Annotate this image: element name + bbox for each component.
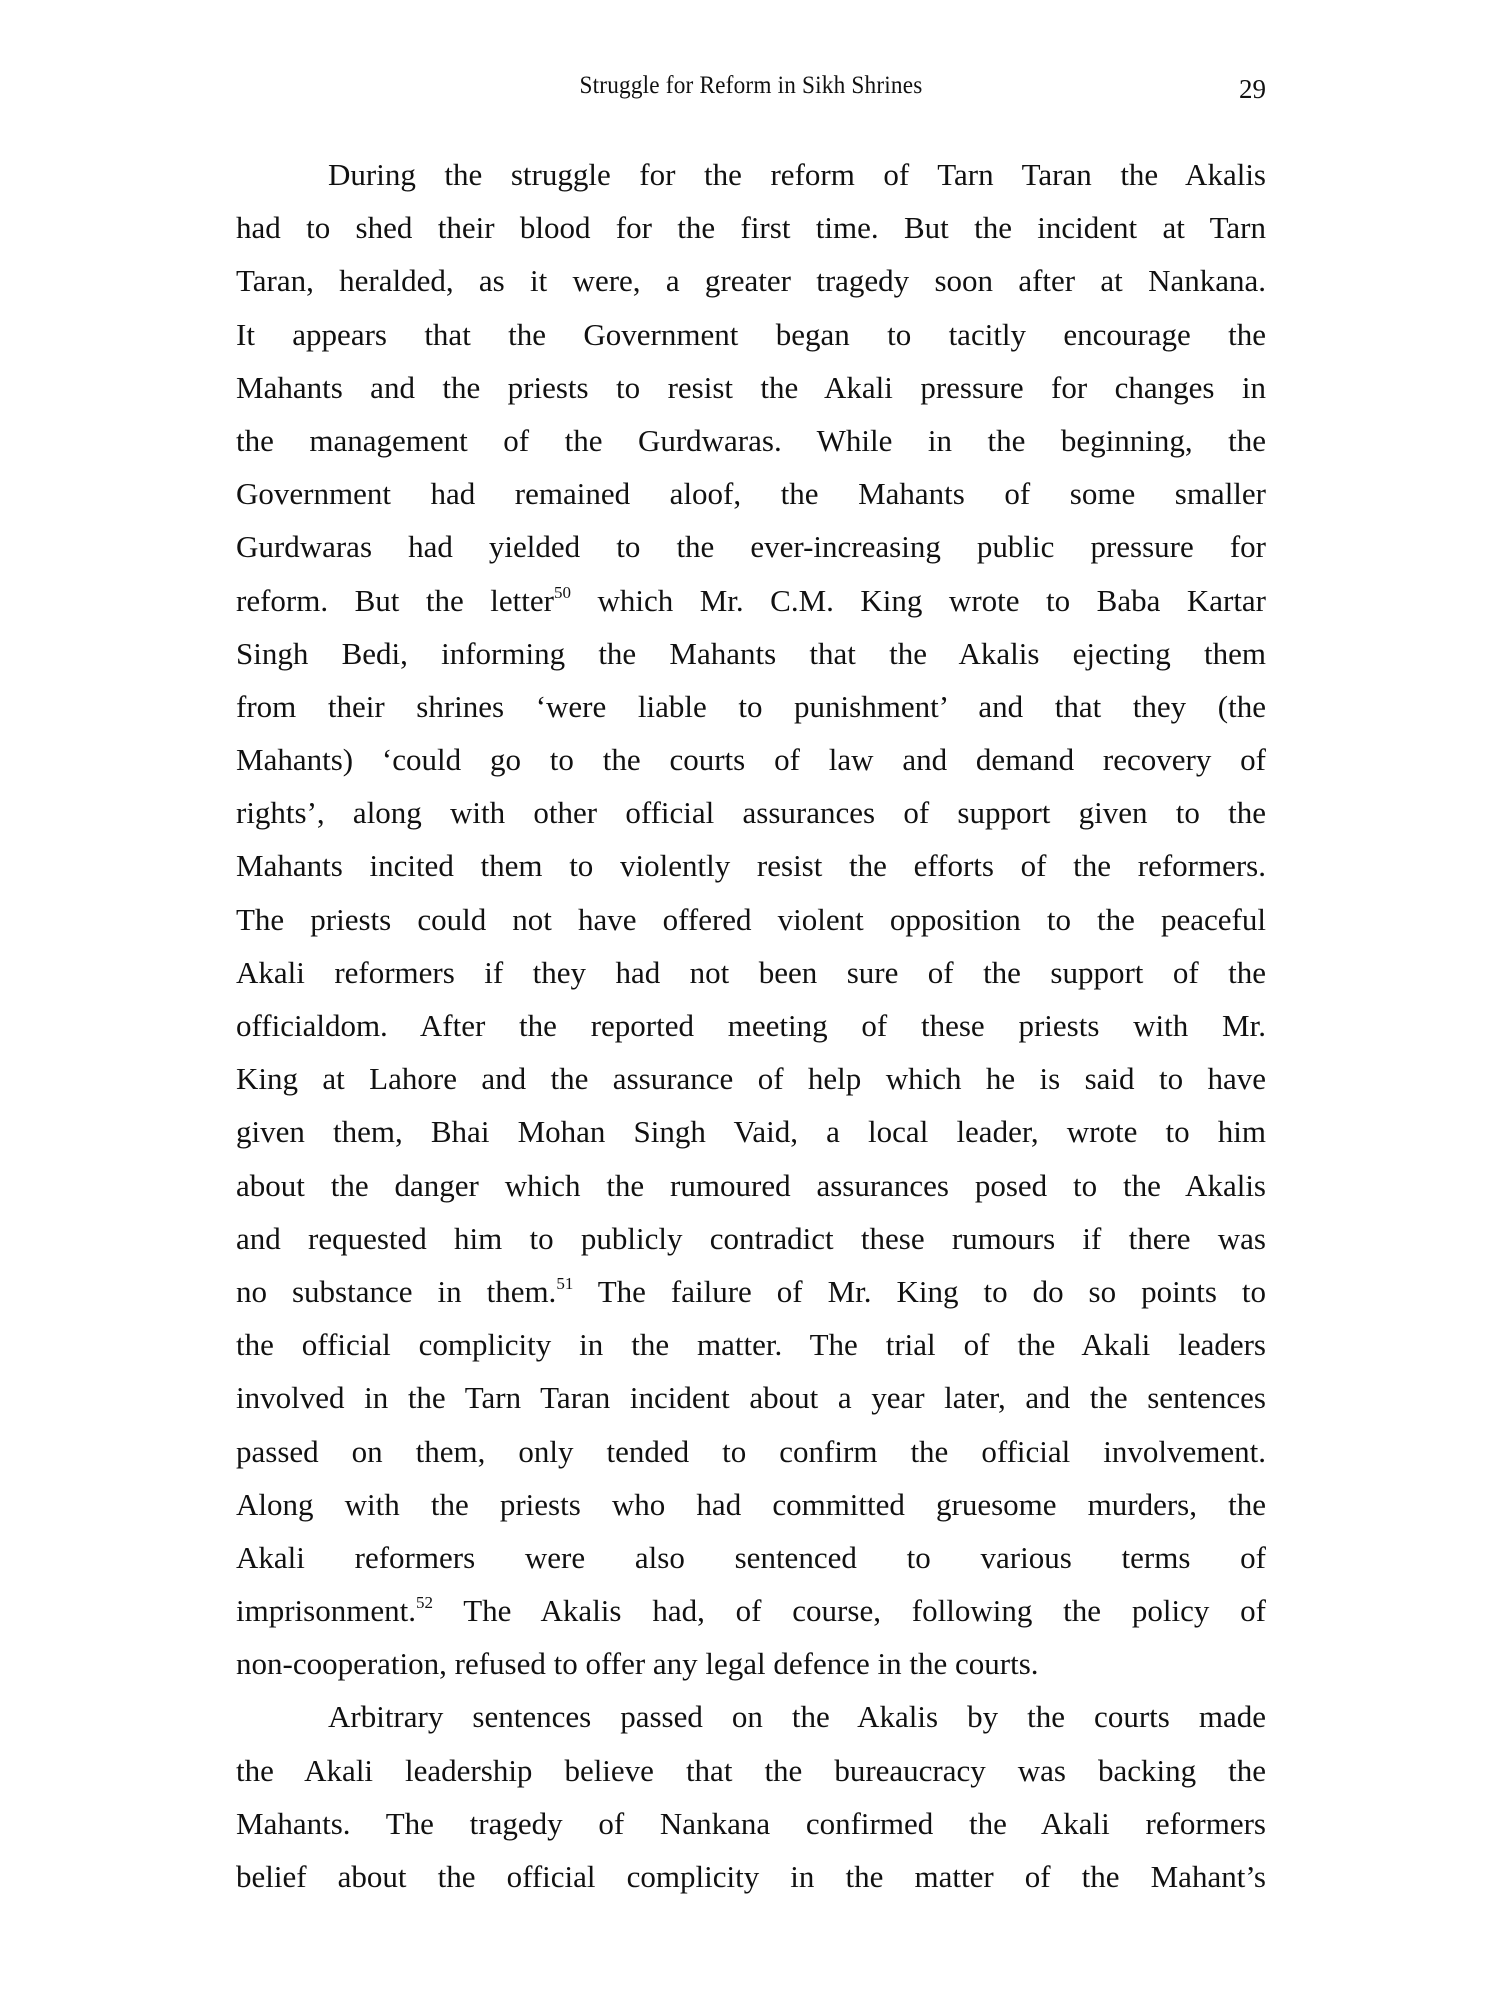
text-line: from their shrines ‘were liable to punishment’ and that they (the bbox=[236, 688, 1266, 724]
text-line: about the danger which the rumoured assurances posed to the Akalis bbox=[236, 1167, 1266, 1203]
text-line bbox=[236, 1265, 1266, 1318]
running-head bbox=[236, 72, 1266, 112]
page-number: 29 bbox=[1239, 74, 1266, 104]
footnote-ref-51[interactable]: 51 bbox=[556, 1273, 574, 1293]
text-line: belief about the official complicity in the matter of the Mahant’s bbox=[236, 1859, 1266, 1894]
text-line: During the struggle for the reform of Tarn Taran the Akalis bbox=[328, 157, 1266, 192]
text-segment: imprisonment. bbox=[236, 1593, 416, 1629]
text-line: rights’, along with other official assurances of support given to the bbox=[236, 795, 1266, 831]
footnote-ref-52[interactable]: 52 bbox=[415, 1593, 433, 1613]
text-line: Mahants. The tragedy of Nankana confirmed the Akali reformers bbox=[236, 1805, 1266, 1841]
text-line: Mahants) ‘could go to the courts of law and demand recovery of bbox=[236, 742, 1266, 778]
text-line: given them, Bhai Mohan Singh Vaid, a local leader, wrote to him bbox=[236, 1114, 1266, 1150]
text-segment: The failure of Mr. King to do so points to bbox=[573, 1273, 1266, 1309]
running-title: Struggle for Reform in Sikh Shrines bbox=[579, 72, 923, 99]
text-segment: which Mr. C.M. King wrote to Baba Kartar bbox=[570, 582, 1267, 618]
text-segment: The Akalis had, of course, following the policy of bbox=[432, 1593, 1266, 1629]
text-line: Akali reformers if they had not been sure of the support of the bbox=[236, 954, 1266, 990]
text-line: The priests could not have offered violent opposition to the peaceful bbox=[236, 901, 1266, 937]
text-line: had to shed their blood for the first time. But the incident at Tarn bbox=[236, 210, 1266, 246]
text-line: Taran, heralded, as it were, a greater tragedy soon after at Nankana. bbox=[236, 263, 1266, 299]
text-line: the official complicity in the matter. The trial of the Akali leaders bbox=[236, 1327, 1266, 1363]
text-line: Akali reformers were also sentenced to various terms of bbox=[236, 1539, 1266, 1575]
text-line bbox=[236, 574, 1266, 627]
text-line: It appears that the Government began to tacitly encourage the bbox=[236, 316, 1266, 352]
text-line: Gurdwaras had yielded to the ever-increasing public pressure for bbox=[236, 529, 1266, 565]
text-line: the Akali leadership believe that the bureaucracy was backing the bbox=[236, 1752, 1266, 1788]
text-line: Singh Bedi, informing the Mahants that the Akalis ejecting them bbox=[236, 635, 1266, 671]
text-line: the management of the Gurdwaras. While in the beginning, the bbox=[236, 422, 1266, 458]
footnote-ref-50[interactable]: 50 bbox=[553, 582, 571, 602]
paragraph-2 bbox=[236, 1690, 1266, 1903]
text-line: Mahants and the priests to resist the Akali pressure for changes in bbox=[236, 369, 1266, 405]
text-line: King at Lahore and the assurance of help which he is said to have bbox=[236, 1061, 1266, 1097]
text-segment: no substance in them. bbox=[236, 1273, 557, 1309]
text-line: Mahants incited them to violently resist the efforts of the reformers. bbox=[236, 848, 1266, 884]
text-segment: reform. But the letter bbox=[236, 582, 554, 618]
text-line: Along with the priests who had committed gruesome murders, the bbox=[236, 1486, 1266, 1522]
paragraph-1 bbox=[236, 148, 1266, 1690]
text-line bbox=[236, 1584, 1266, 1637]
text-line: officialdom. After the reported meeting of these priests with Mr. bbox=[236, 1008, 1266, 1043]
text-line: Arbitrary sentences passed on the Akalis by the courts made bbox=[328, 1699, 1266, 1735]
text-line: Government had remained aloof, the Mahants of some smaller bbox=[236, 476, 1266, 512]
body-text bbox=[236, 148, 1266, 1903]
text-line: and requested him to publicly contradict these rumours if there was bbox=[236, 1220, 1266, 1256]
text-line: non-cooperation, refused to offer any legal defence in the courts. bbox=[236, 1646, 1039, 1682]
text-line: passed on them, only tended to confirm the official involvement. bbox=[236, 1433, 1266, 1469]
text-line: involved in the Tarn Taran incident about a year later, and the sentences bbox=[236, 1380, 1266, 1416]
